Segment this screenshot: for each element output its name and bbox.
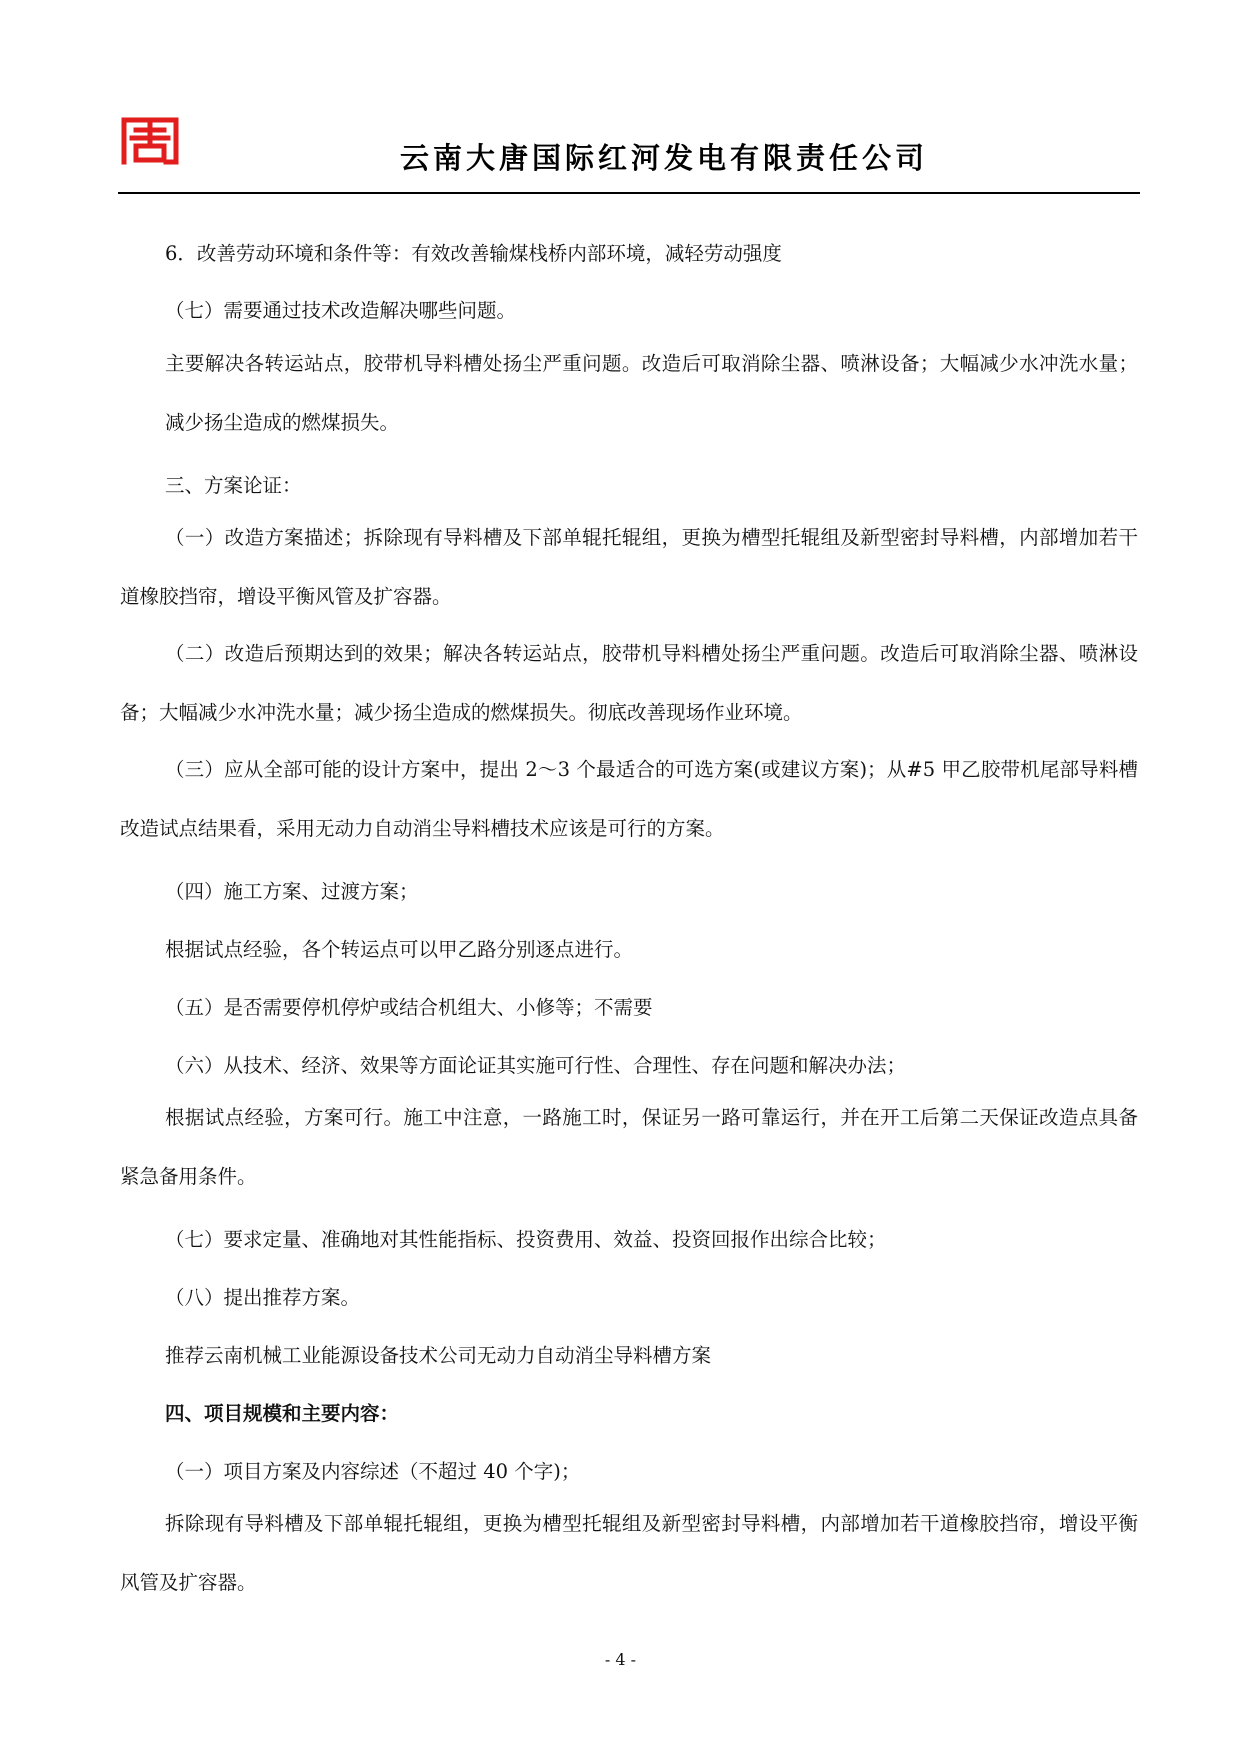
paragraph-14: （八）提出推荐方案。 (165, 1286, 361, 1309)
paragraph-12: 根据试点经验，方案可行。施工中注意，一路施工时，保证另一路可靠运行，并在开工后第二天保证改造点具备紧急备用条件。 (120, 1106, 1138, 1188)
paragraph-7: （三）应从全部可能的设计方案中，提出 2～3 个最适合的可选方案(或建议方案)；从#5 甲乙胶带机尾部导料槽改造试点结果看，采用无动力自动消尘导料槽技术应该是可行的方案。 (120, 758, 1138, 840)
company-logo-icon (118, 112, 182, 166)
paragraph-9: 根据试点经验，各个转运点可以甲乙路分别逐点进行。 (165, 938, 634, 961)
paragraph-10: （五）是否需要停机停炉或结合机组大、小修等；不需要 (165, 996, 653, 1019)
header-divider (118, 192, 1140, 194)
paragraph-2: （七）需要通过技术改造解决哪些问题。 (165, 299, 517, 322)
paragraph-3: 主要解决各转运站点，胶带机导料槽处扬尘严重问题。改造后可取消除尘器、喷淋设备；大幅减少水冲洗水量；减少扬尘造成的燃煤损失。 (165, 352, 1138, 434)
paragraph-17: （一）项目方案及内容综述（不超过 40 个字)； (165, 1460, 581, 1483)
section-heading-3: 三、方案论证： (165, 474, 302, 497)
paragraph-6: （二）改造后预期达到的效果；解决各转运站点，胶带机导料槽处扬尘严重问题。改造后可取消除尘器、喷淋设备；大幅减少水冲洗水量；减少扬尘造成的燃煤损失。彻底改善现场作业环境。 (120, 642, 1138, 724)
paragraph-1: 6．改善劳动环境和条件等：有效改善输煤栈桥内部环境，减轻劳动强度 (165, 242, 782, 265)
paragraph-18: 拆除现有导料槽及下部单辊托辊组，更换为槽型托辊组及新型密封导料槽，内部增加若干道橡胶挡帘，增设平衡风管及扩容器。 (120, 1512, 1138, 1594)
company-name: 云南大唐国际红河发电有限责任公司 (400, 141, 929, 175)
paragraph-5: （一）改造方案描述；拆除现有导料槽及下部单辊托辊组，更换为槽型托辊组及新型密封导料槽，内部增加若干道橡胶挡帘，增设平衡风管及扩容器。 (120, 526, 1138, 608)
paragraph-13: （七）要求定量、准确地对其性能指标、投资费用、效益、投资回报作出综合比较； (165, 1228, 887, 1251)
paragraph-8: （四）施工方案、过渡方案； (165, 880, 419, 903)
paragraph-11: （六）从技术、经济、效果等方面论证其实施可行性、合理性、存在问题和解决办法； (165, 1054, 907, 1077)
page-number: - 4 - (604, 1650, 637, 1669)
paragraph-15: 推荐云南机械工业能源设备技术公司无动力自动消尘导料槽方案 (165, 1344, 712, 1367)
section-heading-4: 四、项目规模和主要内容： (165, 1402, 400, 1425)
